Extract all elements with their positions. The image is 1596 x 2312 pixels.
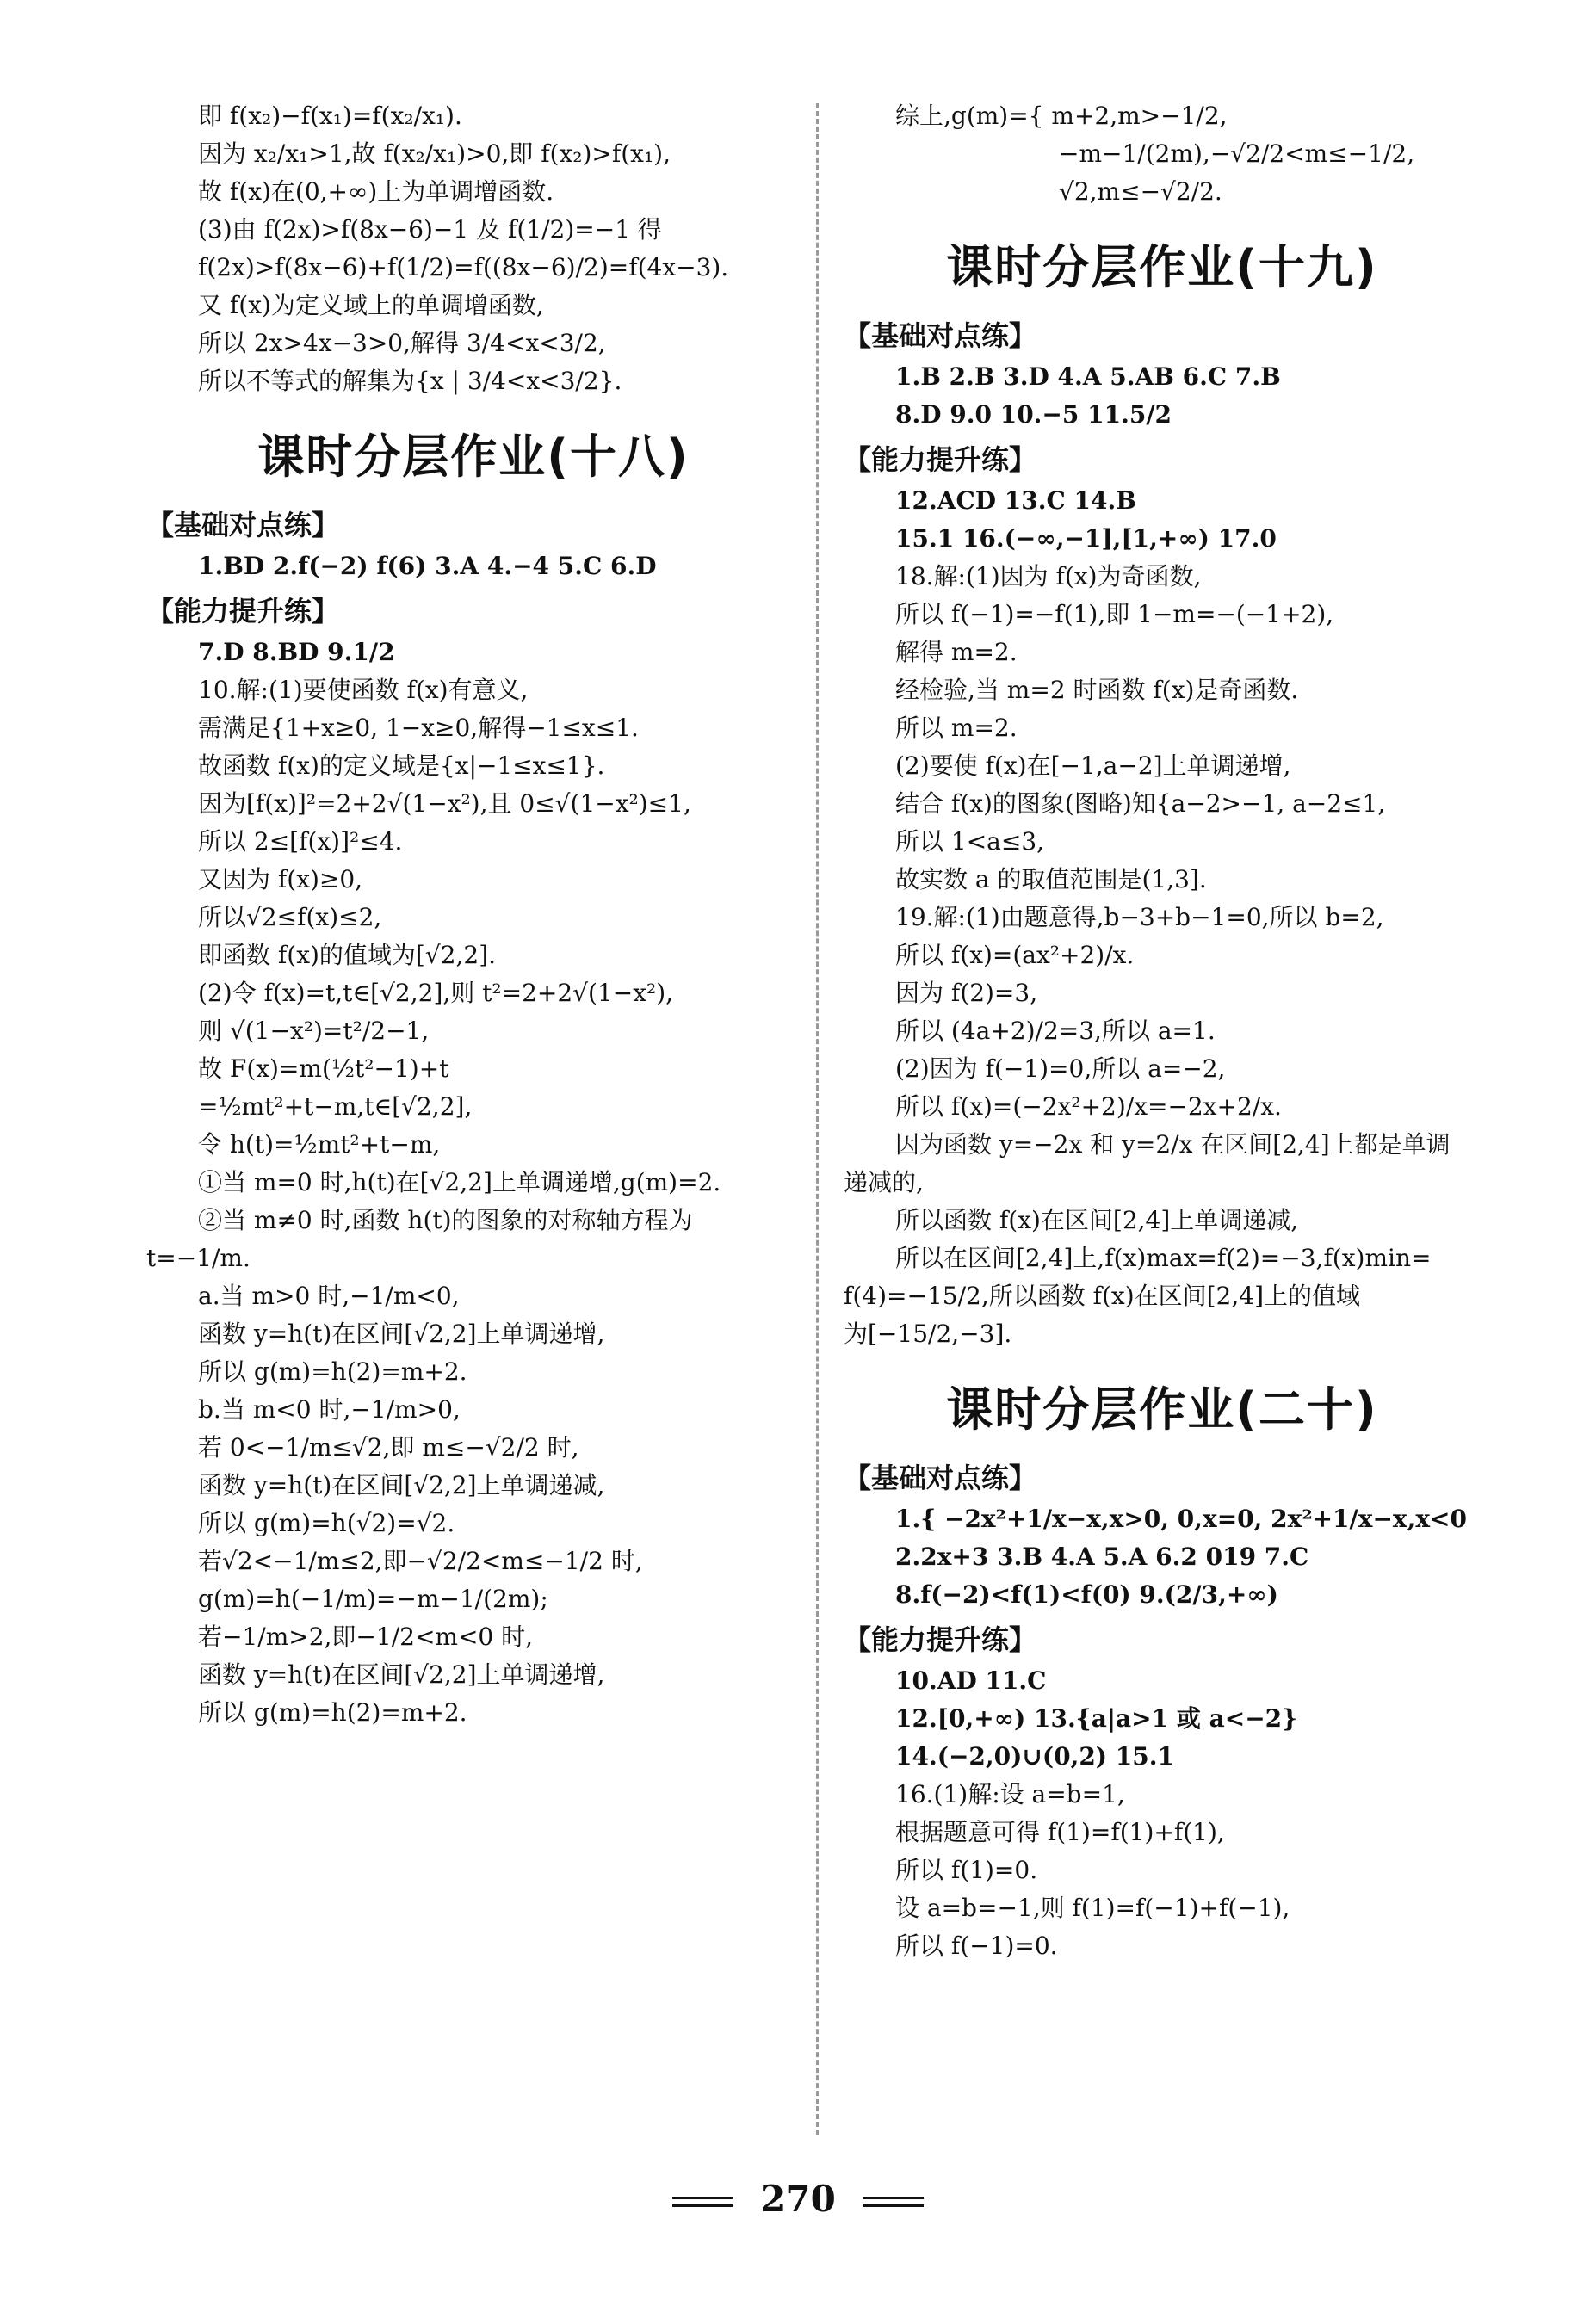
text-line: 所以 f(x)=(ax²+2)/x.	[895, 941, 1135, 969]
text-line: 所以在区间[2,4]上,f(x)max=f(2)=−3,f(x)min=	[895, 1244, 1432, 1272]
text-line: 所以 f(−1)=0.	[895, 1932, 1058, 1960]
text-line: 因为 x₂/x₁>1,故 f(x₂/x₁)>0,即 f(x₂)>f(x₁),	[198, 139, 671, 168]
text-line: a.当 m>0 时,−1/m<0,	[198, 1282, 460, 1310]
right-body-20a	[844, 1503, 1481, 1611]
text-line: 10.AD 11.C	[895, 1666, 1047, 1695]
section-label-base: 【基础对点练】	[844, 1462, 1037, 1494]
section-title-18: 课时分层作业(十八)	[257, 430, 690, 484]
text-line: 故实数 a 的取值范围是(1,3].	[895, 865, 1207, 893]
text-line: 8.f(−2)<f(1)<f(0) 9.(2/3,+∞)	[895, 1580, 1278, 1609]
text-line: 12.[0,+∞) 13.{a|a>1 或 a<−2}	[895, 1704, 1298, 1733]
text-line: 函数 y=h(t)在区间[√2,2]上单调递减,	[198, 1471, 605, 1499]
section-label-base: 【基础对点练】	[844, 319, 1037, 352]
text-line: 根据题意可得 f(1)=f(1)+f(1),	[895, 1818, 1225, 1846]
section-label-ability: 【能力提升练】	[844, 1623, 1037, 1656]
text-line: =½mt²+t−m,t∈[√2,2],	[198, 1092, 473, 1121]
text-line: 所以 1<a≤3,	[895, 827, 1045, 856]
text-line: √2,m≤−√2/2.	[1059, 177, 1222, 206]
text-line: 所以 g(m)=h(2)=m+2.	[198, 1357, 467, 1386]
text-line: 故 F(x)=m(½t²−1)+t	[198, 1054, 449, 1083]
page-footer	[0, 2178, 1596, 2220]
left-column	[146, 95, 801, 1734]
page-number: 270	[760, 2178, 836, 2220]
text-line: 所以 2≤[f(x)]²≤4.	[198, 827, 403, 856]
text-line: 经检验,当 m=2 时函数 f(x)是奇函数.	[895, 676, 1299, 704]
text-line: f(4)=−15/2,所以函数 f(x)在区间[2,4]上的值域	[844, 1282, 1361, 1310]
answers-line: 7.D 8.BD 9.1/2	[198, 638, 395, 666]
text-line: 所以 f(x)=(−2x²+2)/x=−2x+2/x.	[895, 1092, 1282, 1121]
text-line: 又因为 f(x)≥0,	[198, 865, 363, 893]
text-line: 为[−15/2,−3].	[844, 1320, 1012, 1348]
text-line: 12.ACD 13.C 14.B	[895, 486, 1136, 515]
text-line: 即函数 f(x)的值域为[√2,2].	[198, 941, 497, 969]
text-line: 所以√2≤f(x)≤2,	[198, 903, 382, 931]
text-line: ①当 m=0 时,h(t)在[√2,2]上单调递增,g(m)=2.	[198, 1168, 721, 1196]
text-line: 14.(−2,0)∪(0,2) 15.1	[895, 1742, 1174, 1771]
text-line: f(2x)>f(8x−6)+f(1/2)=f((8x−6)/2)=f(4x−3).	[198, 253, 729, 281]
text-line: 故函数 f(x)的定义域是{x|−1≤x≤1}.	[198, 751, 605, 780]
text-line: 所以 f(1)=0.	[895, 1856, 1038, 1884]
text-line: 所以不等式的解集为{x | 3/4<x<3/2}.	[198, 367, 622, 395]
text-line: 令 h(t)=½mt²+t−m,	[198, 1130, 441, 1159]
text-line: 19.解:(1)由题意得,b−3+b−1=0,所以 b=2,	[895, 903, 1384, 931]
text-line: 1.{ −2x²+1/x−x,x>0, 0,x=0, 2x²+1/x−x,x<0	[895, 1505, 1467, 1533]
text-line: 若√2<−1/m≤2,即−√2/2<m≤−1/2 时,	[198, 1547, 643, 1575]
text-line: 因为 f(2)=3,	[895, 979, 1038, 1007]
text-line: 故 f(x)在(0,+∞)上为单调增函数.	[198, 177, 554, 206]
text-line: 若 0<−1/m≤√2,即 m≤−√2/2 时,	[198, 1433, 579, 1462]
footer-rule-right	[863, 2197, 924, 2207]
left-body	[146, 674, 801, 1729]
footer-rule-left	[672, 2197, 733, 2207]
right-column	[844, 95, 1481, 1968]
text-line: 因为函数 y=−2x 和 y=2/x 在区间[2,4]上都是单调	[895, 1130, 1451, 1159]
section-label-base: 【基础对点练】	[146, 509, 340, 541]
text-line: 解得 m=2.	[895, 638, 1018, 666]
right-body-19	[844, 485, 1481, 1351]
left-pre	[146, 100, 801, 398]
text-line: 所以 g(m)=h(2)=m+2.	[198, 1698, 467, 1727]
text-line: (2)要使 f(x)在[−1,a−2]上单调递增,	[895, 751, 1291, 780]
text-line: 函数 y=h(t)在区间[√2,2]上单调递增,	[198, 1320, 605, 1348]
right-pre	[844, 100, 1481, 208]
text-line: 10.解:(1)要使函数 f(x)有意义,	[198, 676, 529, 704]
right-body-20b	[844, 1665, 1481, 1963]
text-line: 函数 y=h(t)在区间[√2,2]上单调递增,	[198, 1660, 605, 1689]
text-line: b.当 m<0 时,−1/m>0,	[198, 1395, 461, 1424]
text-line: 所以 m=2.	[895, 714, 1018, 742]
text-line: 需满足{1+x≥0, 1−x≥0,解得−1≤x≤1.	[198, 714, 639, 742]
text-line: 又 f(x)为定义域上的单调增函数,	[198, 291, 544, 319]
section-label-ability: 【能力提升练】	[844, 443, 1037, 476]
answers-line: 1.BD 2.f(−2) f(6) 3.A 4.−4 5.C 6.D	[198, 552, 657, 580]
text-line: 所以 (4a+2)/2=3,所以 a=1.	[895, 1017, 1216, 1045]
text-line: 递减的,	[844, 1168, 924, 1196]
section-title-20: 课时分层作业(二十)	[946, 1382, 1378, 1437]
text-line: 设 a=b=−1,则 f(1)=f(−1)+f(−1),	[895, 1894, 1290, 1922]
text-line: 即 f(x₂)−f(x₁)=f(x₂/x₁).	[198, 102, 462, 130]
section-title-19: 课时分层作业(十九)	[946, 240, 1378, 294]
text-line: 综上,g(m)={ m+2,m>−1/2,	[895, 102, 1228, 130]
text-line: (3)由 f(2x)>f(8x−6)−1 及 f(1/2)=−1 得	[198, 215, 662, 244]
text-line: 16.(1)解:设 a=b=1,	[895, 1780, 1125, 1808]
text-line: 所以函数 f(x)在区间[2,4]上单调递减,	[895, 1206, 1299, 1234]
text-line: 所以 2x>4x−3>0,解得 3/4<x<3/2,	[198, 329, 606, 357]
answers-line: 1.B 2.B 3.D 4.A 5.AB 6.C 7.B	[895, 362, 1281, 391]
text-line: 所以 g(m)=h(√2)=√2.	[198, 1509, 455, 1537]
text-line: 因为[f(x)]²=2+2√(1−x²),且 0≤√(1−x²)≤1,	[198, 789, 691, 818]
text-line: 18.解:(1)因为 f(x)为奇函数,	[895, 562, 1202, 590]
text-line: −m−1/(2m),−√2/2<m≤−1/2,	[1059, 139, 1415, 168]
text-line: 若−1/m>2,即−1/2<m<0 时,	[198, 1623, 534, 1651]
text-line: 15.1 16.(−∞,−1],[1,+∞) 17.0	[895, 524, 1277, 553]
text-line: t=−1/m.	[146, 1244, 251, 1272]
column-divider	[816, 103, 819, 2135]
text-line: (2)因为 f(−1)=0,所以 a=−2,	[895, 1054, 1226, 1083]
text-line: ②当 m≠0 时,函数 h(t)的图象的对称轴方程为	[198, 1206, 693, 1234]
text-line: (2)令 f(x)=t,t∈[√2,2],则 t²=2+2√(1−x²),	[198, 979, 674, 1007]
answers-line: 8.D 9.0 10.−5 11.5/2	[895, 400, 1172, 429]
text-line: 所以 f(−1)=−f(1),即 1−m=−(−1+2),	[895, 600, 1334, 628]
section-label-ability: 【能力提升练】	[146, 595, 340, 627]
text-line: 结合 f(x)的图象(图略)知{a−2>−1, a−2≤1,	[895, 789, 1386, 818]
text-line: g(m)=h(−1/m)=−m−1/(2m);	[198, 1585, 548, 1613]
text-line: 则 √(1−x²)=t²/2−1,	[198, 1017, 430, 1045]
text-line: 2.2x+3 3.B 4.A 5.A 6.2 019 7.C	[895, 1542, 1309, 1571]
